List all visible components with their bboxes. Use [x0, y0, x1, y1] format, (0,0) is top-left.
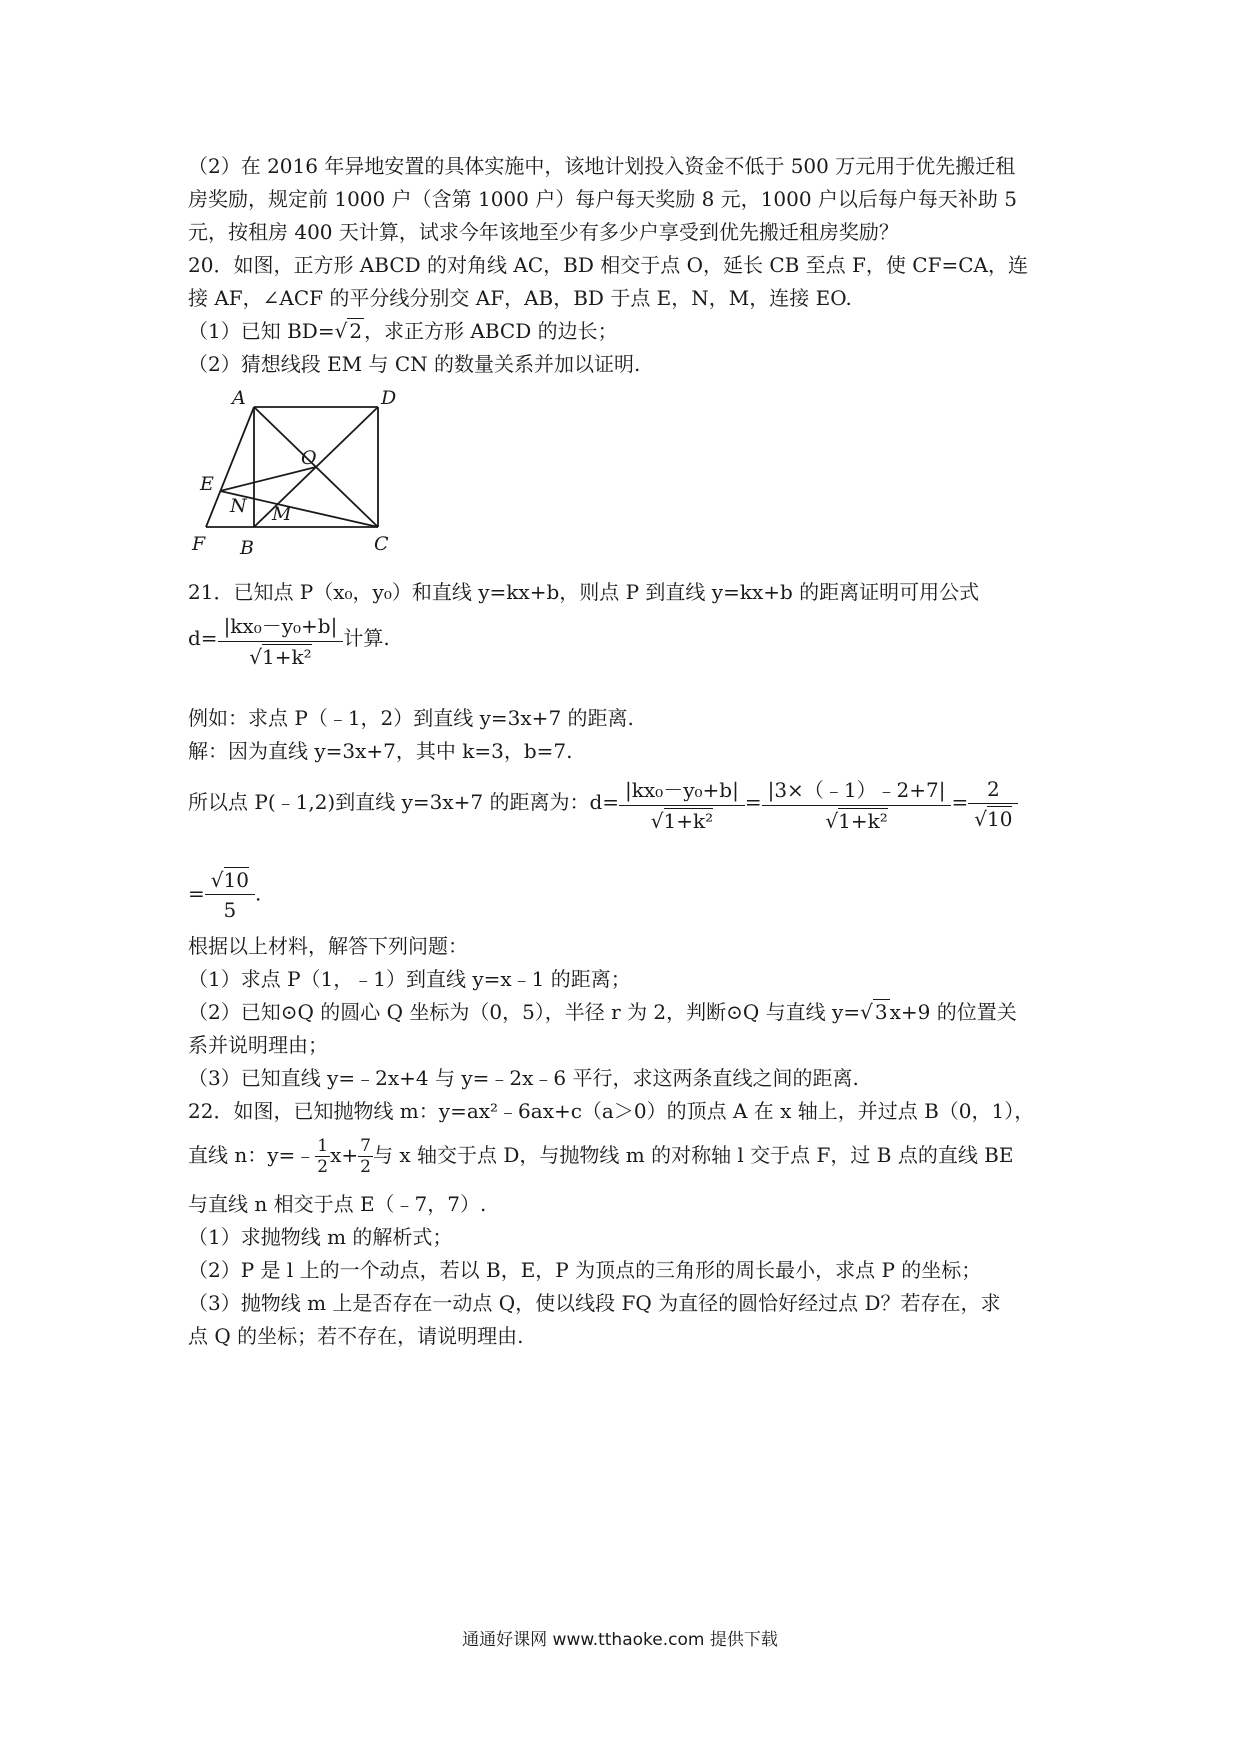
label-b: B: [240, 537, 254, 559]
d-prefix: d=: [188, 626, 218, 650]
formula-fraction: $\frac{\text{|kx₀－y₀+b|}}{\text{√1+k²}}$: [218, 610, 344, 669]
q19-part2-line2: 房奖励，规定前 1000 户（含第 1000 户）每户每天奖励 8 元，1000 户以后每户每天补助 5: [188, 187, 1018, 211]
q22-p2: （2）P 是 l 上的一个动点，若以 B，E，P 为顶点的三角形的周长最小，求点 P 的坐标；: [188, 1258, 982, 1282]
label-f: F: [192, 533, 206, 555]
q20-stem-line1: 20．如图，正方形 ABCD 的对角线 AC，BD 相交于点 O，延长 CB 至点 F，使 CF=CA，连: [188, 253, 1028, 277]
label-a: A: [232, 388, 246, 409]
q21-stem: 21．已知点 P（x₀，y₀）和直线 y=kx+b，则点 P 到直线 y=kx+b 的距离证明可用公式: [188, 580, 980, 604]
distance-formula: [188, 610, 390, 669]
worked-calculation: 所以点 P(﹣1,2)到直线 y=3x+7 的距离为：d= $\frac{\text{|kx₀－y₀+b|}}{\text{√1+k²}}$ = $\frac{|3\times(﹣1)﹣2+7|}{\text{√1+k²}}$ = $\frac{2}{√10}$: [188, 774, 1018, 833]
page-footer: 通通好课网 www.tthaoke.com 提供下载: [462, 1630, 778, 1650]
q20-stem-line2: 接 AF，∠ACF 的平分线分别交 AF，AB，BD 于点 E，N，M，连接 EO.: [188, 286, 852, 310]
q20-part2: （2）猜想线段 EM 与 CN 的数量关系并加以证明.: [188, 352, 641, 376]
label-m: M: [272, 503, 292, 525]
q21-p3: （3）已知直线 y=﹣2x+4 与 y=﹣2x﹣6 平行，求这两条直线之间的距离.: [188, 1066, 859, 1090]
q22-p1: （1）求抛物线 m 的解析式；: [188, 1225, 453, 1249]
q21-p2: （2）已知⊙Q 的圆心 Q 坐标为（0，5），半径 r 为 2，判断⊙Q 与直线 y=√ 3 x+9 的位置关: [188, 996, 1017, 1028]
q21-p1: （1）求点 P（1，﹣1）到直线 y=x﹣1 的距离；: [188, 967, 631, 991]
calc-fraction-1: $\frac{\text{|kx₀－y₀+b|}}{\text{√1+k²}}$: [619, 774, 745, 833]
sqrt-3: √ 3: [860, 1000, 888, 1024]
final-result: = $\frac{√10}{5}$ .: [188, 868, 262, 922]
label-d: D: [381, 388, 397, 409]
label-n: N: [230, 495, 247, 517]
formula-suffix: 计算.: [343, 626, 390, 650]
q22-stem-line2: 直线 n：y=﹣ $\frac{1}{2}$ x+ $\frac{7}{2}$ 与 x 轴交于点 D，与抛物线 m 的对称轴 l 交于点 F，过 B 点的直线 BE: [188, 1136, 1014, 1177]
calc-fraction-2: $\frac{|3\times(﹣1)﹣2+7|}{\text{√1+k²}}$: [762, 774, 952, 833]
fraction-seven-halves: $\frac{7}{2}$: [360, 1136, 371, 1177]
geometry-figure: [188, 388, 408, 560]
q19-part2-line3: 元，按租房 400 天计算，试求今年该地至少有多少户享受到优先搬迁租房奖励？: [188, 220, 899, 244]
q22-p3-line1: （3）抛物线 m 上是否存在一动点 Q，使以线段 FQ 为直径的圆恰好经过点 D？若存在，求: [188, 1291, 1001, 1315]
q21-solution: 解：因为直线 y=3x+7，其中 k=3，b=7.: [188, 739, 573, 763]
q21-p2-cont: 系并说明理由；: [188, 1033, 328, 1057]
calc-fraction-3: $\frac{2}{√10}$: [968, 777, 1018, 831]
q21-example: 例如：求点 P（﹣1，2）到直线 y=3x+7 的距离.: [188, 706, 634, 730]
segment-eo: [220, 467, 316, 491]
q20-part1: [188, 315, 618, 347]
label-o: O: [301, 447, 317, 469]
q21-intro: 根据以上材料，解答下列问题：: [188, 934, 468, 958]
calc-prefix: 所以点 P(﹣1,2)到直线 y=3x+7 的距离为：d=: [188, 790, 620, 814]
label-e: E: [200, 473, 214, 495]
q22-stem-line3: 与直线 n 相交于点 E（﹣7，7）.: [188, 1192, 487, 1216]
q20-part1-pre: （1）已知 BD=: [188, 319, 335, 343]
q22-stem-line1: 22．如图，已知抛物线 m：y=ax²﹣6ax+c（a＞0）的顶点 A 在 x 轴上，并过点 B（0，1），: [188, 1099, 1035, 1123]
q19-part2-line1: （2）在 2016 年异地安置的具体实施中，该地计划投入资金不低于 500 万元用于优先搬迁租: [188, 154, 1016, 178]
sqrt-2: √ 2: [334, 319, 363, 343]
final-fraction: $\frac{√10}{5}$: [205, 868, 255, 922]
q22-p3-line2: 点 Q 的坐标；若不存在，请说明理由.: [188, 1324, 524, 1348]
q20-part1-post: ，求正方形 ABCD 的边长；: [364, 319, 618, 343]
label-c: C: [374, 533, 389, 555]
fraction-one-half: $\frac{1}{2}$: [317, 1136, 329, 1177]
